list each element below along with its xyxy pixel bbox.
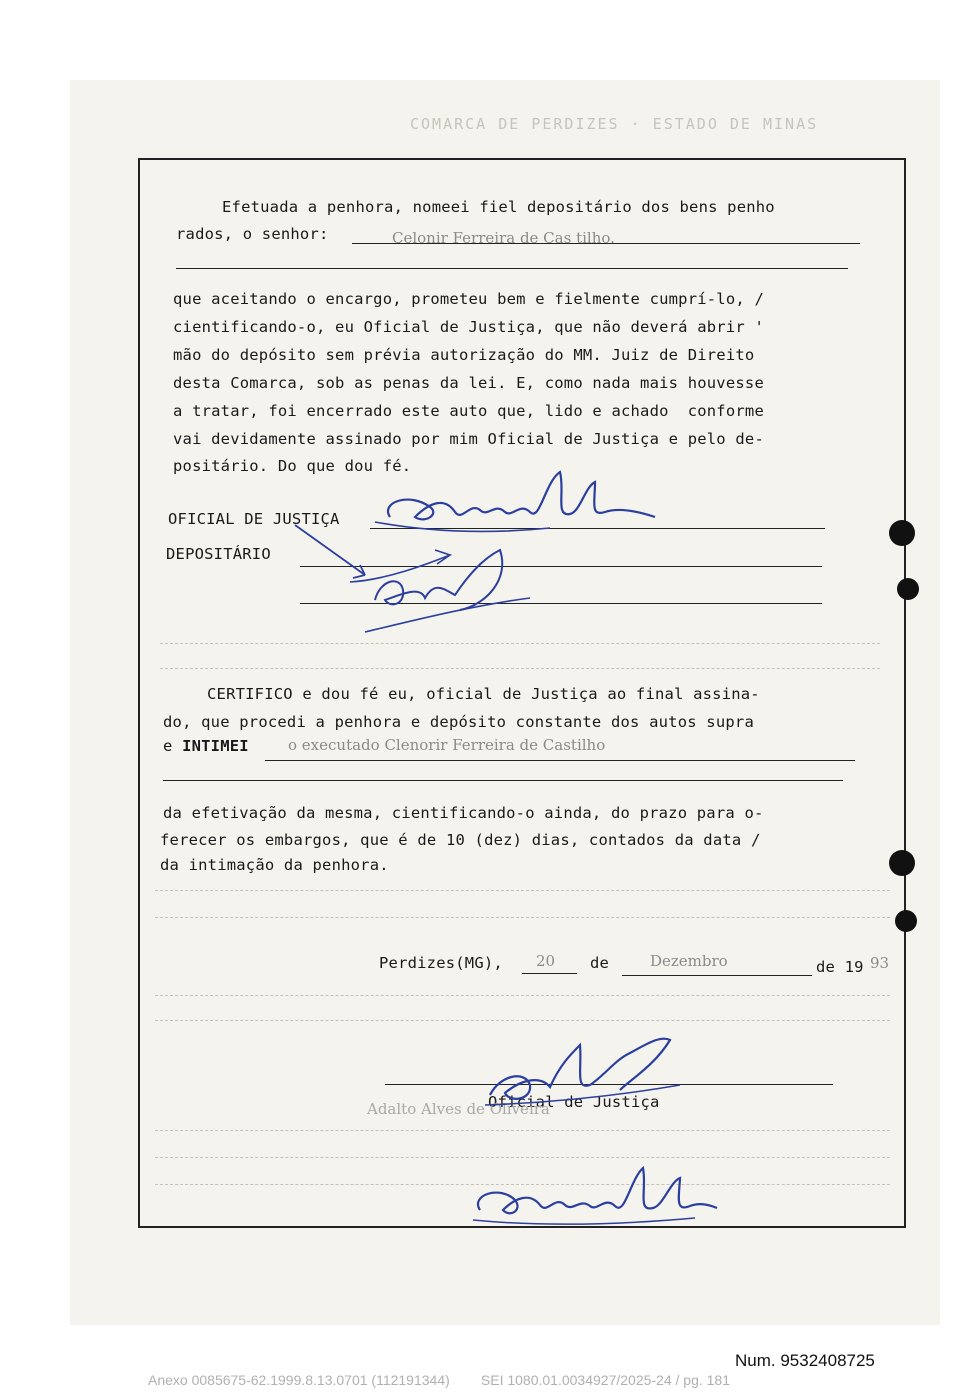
intimei-prefix: e	[163, 737, 183, 755]
faint-rule	[155, 1020, 890, 1021]
paragraph2-line3: mão do depósito sem prévia autorização do MM. Juiz de Direito	[173, 346, 755, 364]
document-number: Num. 9532408725	[735, 1351, 875, 1370]
certifico-line3	[163, 737, 249, 755]
signature-caption: Oficial de Justiça	[488, 1093, 660, 1111]
paragraph3-line1: da efetivação da mesma, cientificando-o ainda, do prazo para o-	[163, 804, 764, 822]
paragraph2-line1: que aceitando o encargo, prometeu bem e fielmente cumprí-lo, /	[173, 290, 764, 308]
faint-header: COMARCA DE PERDIZES · ESTADO DE MINAS	[410, 115, 819, 133]
signature-bottom-ink	[470, 1025, 700, 1115]
depositario-label: DEPOSITÁRIO	[166, 545, 271, 563]
date-de1: de	[590, 954, 610, 972]
paragraph2-line4: desta Comarca, sob as penas da lei. E, como nada mais houvesse	[173, 374, 764, 392]
paragraph2-line2: cientificando-o, eu Oficial de Justiça, que não deverá abrir '	[173, 318, 764, 336]
oficial-label: OFICIAL DE JUSTIÇA	[168, 510, 340, 528]
paragraph1-line1: Efetuada a penhora, nomeei fiel depositário dos bens penho	[222, 198, 775, 216]
rubric-bottom-ink	[465, 1160, 725, 1235]
faint-rule	[155, 995, 890, 996]
date-place: Perdizes(MG),	[379, 954, 503, 972]
certifico-line1: CERTIFICO e dou fé eu, oficial de Justiça ao final assina-	[207, 685, 760, 703]
punch-hole	[895, 910, 917, 932]
faint-rule	[155, 1130, 890, 1131]
paragraph3-line3: da intimação da penhora.	[160, 856, 389, 874]
typed-name: Adalto Alves de Oliveira	[367, 1100, 550, 1118]
punch-hole	[889, 520, 915, 546]
punch-hole	[897, 578, 919, 600]
punch-hole	[889, 850, 915, 876]
paragraph2-line6: vai devidamente assinado por mim Oficial de Justiça e pelo de-	[173, 430, 764, 448]
paragraph1-line2: rados, o senhor:	[176, 225, 329, 243]
date-month: Dezembro	[650, 952, 728, 970]
faint-rule	[160, 668, 880, 669]
fill-rule	[522, 973, 577, 974]
fill-rule	[163, 780, 843, 781]
date-day: 20	[536, 952, 556, 970]
fill-rule	[176, 268, 848, 269]
depositario-name: Celonir Ferreira de Cas tilho.	[392, 229, 615, 247]
faint-rule	[155, 917, 890, 918]
faint-rule	[155, 1157, 890, 1158]
executado-name: o executado Clenorir Ferreira de Castilho	[288, 736, 606, 754]
date-de2: de 19	[816, 958, 864, 976]
faint-rule	[160, 643, 880, 644]
signature-depositario-ink	[285, 520, 545, 640]
paragraph3-line2: ferecer os embargos, que é de 10 (dez) dias, contados da data /	[160, 831, 761, 849]
faint-rule	[155, 890, 890, 891]
certifico-line2: do, que procedi a penhora e depósito constante dos autos supra	[163, 713, 754, 731]
footer-meta: Anexo 0085675-62.1999.8.13.0701 (112191344) SEI 1080.01.0034927/2025-24 / pg. 181	[148, 1372, 730, 1388]
intimei-word: INTIMEI	[182, 737, 249, 755]
paragraph2-line5: a tratar, foi encerrado este auto que, lido e achado conforme	[173, 402, 764, 420]
fill-rule	[265, 760, 855, 761]
date-year-suffix: 93	[870, 954, 890, 972]
fill-rule	[352, 243, 860, 244]
paragraph2-line7: positário. Do que dou fé.	[173, 457, 412, 475]
fill-rule	[622, 975, 812, 976]
